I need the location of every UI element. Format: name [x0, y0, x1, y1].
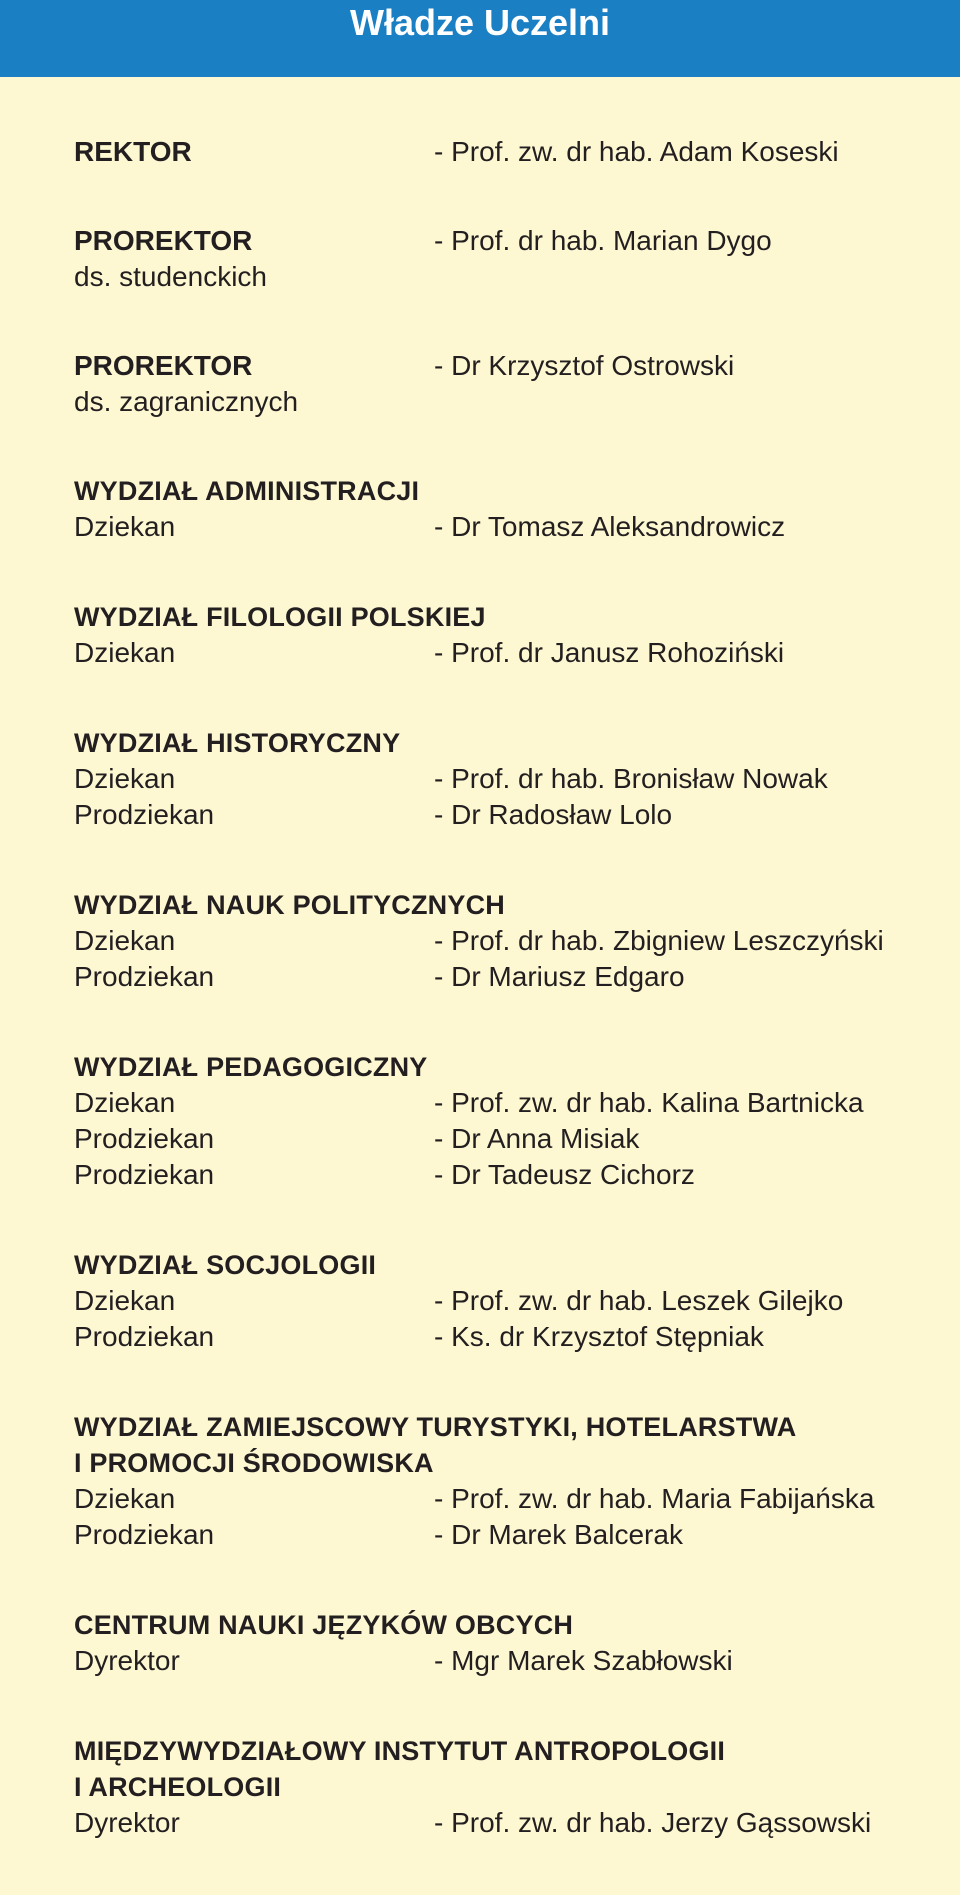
member-row [74, 959, 934, 995]
member-row [74, 635, 934, 671]
prorector-students-name: - Prof. dr hab. Marian Dygo [434, 225, 772, 256]
rector-block [74, 134, 934, 170]
page-title: Władze Uczelni [349, 2, 611, 43]
faculties-list [74, 473, 934, 1841]
member-name: - Dr Mariusz Edgaro [434, 961, 685, 992]
member-name: - Prof. zw. dr hab. Maria Fabijańska [434, 1483, 875, 1514]
faculty-block [74, 599, 934, 671]
member-role: Dyrektor [74, 1807, 180, 1838]
faculty-block [74, 887, 934, 995]
rector-name: - Prof. zw. dr hab. Adam Koseski [434, 136, 839, 167]
faculty-block [74, 473, 934, 545]
member-name: - Dr Radosław Lolo [434, 799, 673, 830]
authorities-list [74, 134, 934, 1895]
prorector-foreign-block [74, 348, 934, 420]
member-role: Prodziekan [74, 961, 215, 992]
rector-title: REKTOR [74, 136, 192, 167]
member-role: Dziekan [74, 1483, 176, 1514]
member-role: Dziekan [74, 1087, 176, 1118]
rector-row [74, 134, 934, 170]
member-row [74, 1319, 934, 1355]
faculty-heading: WYDZIAŁ SOCJOLOGII [74, 1250, 377, 1280]
member-row [74, 1121, 934, 1157]
member-name: - Prof. zw. dr hab. Jerzy Gąssowski [434, 1807, 872, 1838]
member-role: Dziekan [74, 1285, 176, 1316]
faculty-heading: WYDZIAŁ FILOLOGII POLSKIEJ [74, 602, 486, 632]
member-row [74, 1085, 934, 1121]
prorector-foreign-title: PROREKTOR [74, 350, 253, 381]
prorector-students-row [74, 223, 934, 259]
faculty-block [74, 1049, 934, 1193]
member-row [74, 1157, 934, 1193]
faculty-block [74, 1607, 934, 1679]
faculty-block [74, 725, 934, 833]
member-role: Prodziekan [74, 1123, 215, 1154]
faculty-heading: WYDZIAŁ ADMINISTRACJI [74, 476, 420, 506]
faculty-heading-line2: I PROMOCJI ŚRODOWISKA [74, 1448, 434, 1478]
member-row [74, 797, 934, 833]
member-name: - Prof. dr Janusz Rohoziński [434, 637, 785, 668]
faculty-heading: WYDZIAŁ NAUK POLITYCZNYCH [74, 890, 505, 920]
member-row [74, 1481, 934, 1517]
member-row [74, 761, 934, 797]
member-row [74, 1517, 934, 1553]
member-role: Dyrektor [74, 1645, 180, 1676]
member-name: - Mgr Marek Szabłowski [434, 1645, 733, 1676]
faculty-heading: MIĘDZYWYDZIAŁOWY INSTYTUT ANTROPOLOGII [74, 1736, 726, 1766]
member-row [74, 1805, 934, 1841]
prorector-students-subtitle: ds. studenckich [74, 261, 267, 292]
member-name: - Prof. dr hab. Zbigniew Leszczyński [434, 925, 884, 956]
prorector-foreign-row [74, 348, 934, 384]
member-row [74, 1643, 934, 1679]
member-role: Prodziekan [74, 799, 215, 830]
member-role: Dziekan [74, 763, 176, 794]
member-role: Prodziekan [74, 1159, 215, 1190]
prorector-students-block [74, 223, 934, 295]
member-row [74, 1283, 934, 1319]
faculty-heading: WYDZIAŁ HISTORYCZNY [74, 728, 401, 758]
faculty-block [74, 1409, 934, 1553]
member-role: Prodziekan [74, 1519, 215, 1550]
member-name: - Dr Tomasz Aleksandrowicz [434, 511, 786, 542]
faculty-heading-line2: I ARCHEOLOGII [74, 1772, 282, 1802]
member-row [74, 923, 934, 959]
member-name: - Ks. dr Krzysztof Stępniak [434, 1321, 764, 1352]
faculty-heading: CENTRUM NAUKI JĘZYKÓW OBCYCH [74, 1610, 574, 1640]
member-name: - Prof. zw. dr hab. Kalina Bartnicka [434, 1087, 864, 1118]
prorector-foreign-subtitle: ds. zagranicznych [74, 386, 299, 417]
member-role: Dziekan [74, 637, 176, 668]
member-name: - Dr Anna Misiak [434, 1123, 640, 1154]
member-row [74, 509, 934, 545]
member-name: - Dr Marek Balcerak [434, 1519, 683, 1550]
faculty-block [74, 1247, 934, 1355]
member-name: - Prof. dr hab. Bronisław Nowak [434, 763, 828, 794]
member-name: - Dr Tadeusz Cichorz [434, 1159, 695, 1190]
prorector-foreign-name: - Dr Krzysztof Ostrowski [434, 350, 735, 381]
member-name: - Prof. zw. dr hab. Leszek Gilejko [434, 1285, 844, 1316]
member-role: Dziekan [74, 925, 176, 956]
member-role: Dziekan [74, 511, 176, 542]
page-header [0, 0, 960, 77]
faculty-heading: WYDZIAŁ PEDAGOGICZNY [74, 1052, 428, 1082]
faculty-heading: WYDZIAŁ ZAMIEJSCOWY TURYSTYKI, HOTELARSTWA [74, 1412, 797, 1442]
member-role: Prodziekan [74, 1321, 215, 1352]
prorector-students-title: PROREKTOR [74, 225, 253, 256]
faculty-block [74, 1733, 934, 1841]
